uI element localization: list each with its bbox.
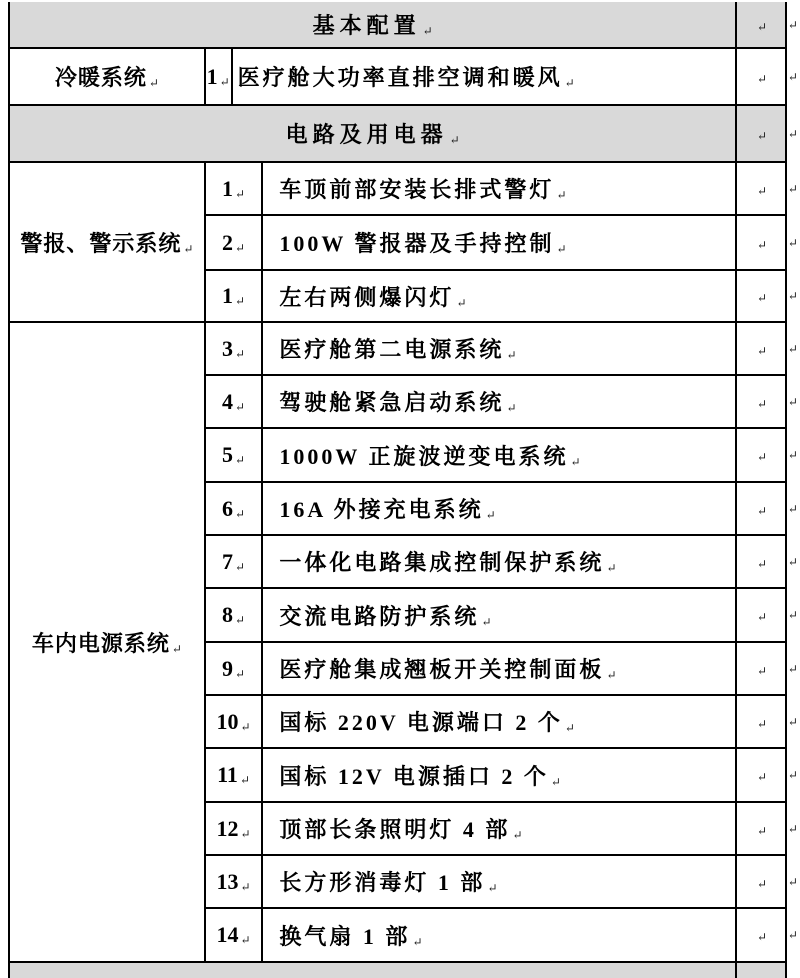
cell-end-mark-icon: ↵: [487, 881, 498, 895]
row-end-mark-icon: ↵: [787, 289, 798, 303]
cell-end-mark-icon: ↵: [757, 610, 768, 624]
item-desc: 一体化电路集成控制保护系统: [279, 550, 605, 575]
item-desc-cell: [262, 428, 736, 482]
cell-end-mark-icon: ↵: [606, 668, 617, 682]
cell-end-mark-icon: ↵: [449, 133, 460, 147]
cell-end-mark-icon: ↵: [235, 240, 246, 255]
cell-end-mark-icon: ↵: [235, 506, 246, 521]
item-number-cell: [205, 162, 263, 215]
section-header-basic: [9, 2, 736, 48]
item-number: 11: [217, 762, 238, 787]
end-marker-cell: [736, 428, 786, 482]
item-number: 3: [222, 335, 234, 361]
item-number-cell: [205, 908, 263, 962]
row-end-marker: [786, 588, 799, 642]
row-end-mark-icon: ↵: [787, 394, 798, 409]
item-number: 7: [222, 548, 234, 574]
item-desc-cell: [262, 588, 736, 642]
cell-end-mark-icon: ↵: [757, 237, 768, 252]
group-label: 车内电源系统: [31, 630, 170, 656]
cell-end-mark-icon: ↵: [556, 188, 567, 202]
table-row: [9, 322, 799, 375]
row-end-mark-icon: ↵: [787, 821, 798, 836]
item-desc: 100W 警报器及手持控制: [279, 231, 555, 256]
item-number-cell: [205, 695, 263, 748]
row-end-mark-icon: ↵: [787, 69, 798, 84]
item-desc-cell: [262, 695, 736, 748]
row-end-mark-icon: ↵: [787, 608, 798, 622]
cell-end-mark-icon: ↵: [757, 716, 768, 731]
item-desc-cell: [262, 855, 736, 908]
item-number-cell: [205, 588, 263, 642]
row-end-marker: [786, 105, 799, 162]
item-number-cell: [205, 748, 263, 802]
item-number: 4: [222, 388, 234, 414]
cell-end-mark-icon: ↵: [757, 663, 768, 678]
item-desc-cell: [262, 642, 736, 695]
item-number: 5: [222, 442, 234, 467]
item-desc-cell: [262, 322, 736, 375]
row-end-marker: [786, 695, 799, 748]
row-end-mark-icon: ↵: [787, 341, 798, 356]
cell-end-mark-icon: ↵: [485, 508, 496, 522]
cell-end-mark-icon: ↵: [757, 556, 768, 571]
row-end-marker: [786, 215, 799, 270]
end-marker-cell: [736, 162, 786, 215]
row-end-mark-icon: ↵: [787, 181, 798, 196]
item-number: 10: [216, 708, 239, 734]
cell-end-mark-icon: ↵: [550, 774, 561, 789]
item-number-cell: [205, 535, 263, 588]
cell-end-mark-icon: ↵: [239, 773, 250, 787]
row-end-marker: [786, 802, 799, 855]
end-marker-cell: [736, 48, 786, 105]
cell-end-mark-icon: ↵: [757, 291, 768, 305]
row-end-mark-icon: ↵: [787, 768, 798, 782]
item-number-cell: [205, 802, 263, 855]
cell-end-mark-icon: ↵: [456, 295, 467, 310]
cell-end-mark-icon: ↵: [556, 242, 567, 256]
end-marker-cell: [736, 908, 786, 962]
row-end-mark-icon: ↵: [787, 874, 798, 889]
cell-end-mark-icon: ↵: [757, 19, 768, 34]
item-desc-cell: [232, 48, 737, 105]
cell-end-mark-icon: ↵: [183, 241, 194, 256]
item-number-cell: [205, 322, 263, 375]
cell-end-mark-icon: ↵: [506, 348, 517, 362]
item-desc: 国标 12V 电源插口 2 个: [279, 763, 549, 789]
section-header-label: 电路及用电器: [285, 122, 448, 147]
end-marker-cell: [736, 855, 786, 908]
cell-end-mark-icon: ↵: [757, 930, 768, 944]
cell-end-mark-icon: ↵: [235, 294, 246, 308]
row-end-marker: [786, 855, 799, 908]
cell-end-mark-icon: ↵: [512, 828, 523, 842]
group-label: 冷暖系统: [54, 65, 147, 90]
cell-end-mark-icon: ↵: [148, 76, 159, 90]
item-desc: 医疗舱集成翘板开关控制面板: [279, 657, 605, 682]
cell-end-mark-icon: ↵: [235, 453, 246, 467]
item-number-cell: [205, 642, 263, 695]
cell-end-mark-icon: ↵: [564, 76, 575, 90]
item-desc: 医疗舱大功率直排空调和暖风: [237, 65, 563, 90]
item-desc: 交流电路防护系统: [279, 603, 480, 629]
row-end-marker: [786, 270, 799, 322]
cell-end-mark-icon: ↵: [757, 823, 768, 838]
item-number: 1: [222, 175, 234, 201]
cell-end-mark-icon: ↵: [235, 186, 246, 201]
row-end-mark-icon: ↵: [787, 928, 798, 942]
row-end-mark-icon: ↵: [787, 501, 798, 516]
row-end-marker: [786, 428, 799, 482]
item-number-cell: [205, 428, 263, 482]
row-end-mark-icon: ↵: [787, 448, 798, 462]
group-label-cell: [9, 162, 205, 322]
row-end-mark-icon: ↵: [787, 126, 798, 141]
item-desc: 顶部长条照明灯 4 部: [279, 817, 511, 842]
item-desc-cell: [262, 908, 736, 962]
item-number: 8: [222, 602, 234, 627]
item-desc: 长方形消毒灯 1 部: [279, 870, 486, 895]
cell-end-mark-icon: ↵: [240, 933, 251, 947]
end-marker-cell: [736, 588, 786, 642]
item-desc-cell: [262, 270, 736, 322]
item-desc-cell: [262, 535, 736, 588]
cell-end-mark-icon: ↵: [564, 721, 575, 735]
item-desc-cell: [262, 162, 736, 215]
cell-end-mark-icon: ↵: [235, 346, 246, 361]
end-marker-cell: [736, 802, 786, 855]
table-row: [9, 162, 799, 215]
cell-end-mark-icon: ↵: [412, 934, 423, 949]
cell-end-mark-icon: ↵: [757, 450, 768, 464]
row-end-mark-icon: ↵: [787, 661, 798, 676]
cell-end-mark-icon: ↵: [757, 128, 768, 143]
item-desc: 驾驶舱紧急启动系统: [279, 390, 505, 415]
end-marker-cell: [736, 270, 786, 322]
end-marker-cell: [736, 695, 786, 748]
cell-end-mark-icon: ↵: [757, 503, 768, 518]
row-end-marker: [786, 482, 799, 535]
item-desc-cell: [262, 215, 736, 270]
cell-end-mark-icon: ↵: [757, 770, 768, 784]
row-end-marker: [786, 748, 799, 802]
item-number-cell: [205, 375, 263, 428]
item-desc-cell: [262, 482, 736, 535]
row-end-marker: [786, 375, 799, 428]
cell-end-mark-icon: ↵: [422, 24, 433, 38]
item-desc: 16A 外接充电系统: [279, 497, 484, 522]
item-desc: 换气扇 1 部: [279, 923, 411, 949]
cell-end-mark-icon: ↵: [757, 71, 768, 86]
item-number: 14: [216, 922, 239, 947]
item-number-cell: [205, 855, 263, 908]
item-number: 2: [222, 229, 234, 255]
item-number-cell: [205, 482, 263, 535]
item-desc: 1000W 正旋波逆变电系统: [279, 443, 569, 469]
section-header-electric: [9, 105, 736, 162]
row-end-mark-icon: ↵: [787, 18, 798, 32]
cell-end-mark-icon: ↵: [240, 719, 251, 734]
cell-end-mark-icon: ↵: [481, 614, 492, 629]
config-table: [8, 2, 800, 978]
item-desc: 医疗舱第二电源系统: [279, 337, 505, 362]
cell-end-mark-icon: ↵: [219, 74, 230, 89]
item-number-cell: [205, 48, 232, 105]
item-desc: 国标 220V 电源端口 2 个: [279, 710, 563, 735]
group-label-cell: [9, 322, 205, 962]
row-end-mark-icon: ↵: [787, 554, 798, 569]
row-end-marker: [786, 322, 799, 375]
cell-end-mark-icon: ↵: [171, 641, 182, 656]
table-row: [9, 2, 799, 48]
cell-end-mark-icon: ↵: [240, 879, 251, 894]
item-desc: 左右两侧爆闪灯: [279, 284, 455, 310]
row-end-marker: [786, 2, 799, 48]
item-desc-cell: [262, 375, 736, 428]
end-marker-cell: [736, 105, 786, 162]
item-number-cell: [205, 215, 263, 270]
end-marker-cell: [736, 748, 786, 802]
cell-end-mark-icon: ↵: [757, 396, 768, 411]
row-end-marker: [786, 162, 799, 215]
end-marker-cell: [736, 215, 786, 270]
cell-end-mark-icon: ↵: [757, 183, 768, 198]
row-end-marker: [786, 642, 799, 695]
row-end-marker: [786, 535, 799, 588]
item-number: 12: [216, 815, 239, 841]
end-marker-cell: [736, 482, 786, 535]
cell-end-mark-icon: ↵: [606, 561, 617, 575]
item-number: 9: [222, 655, 234, 681]
group-label: 警报、警示系统: [20, 230, 182, 256]
cell-end-mark-icon: ↵: [757, 876, 768, 891]
cell-end-mark-icon: ↵: [235, 666, 246, 681]
cell-end-mark-icon: ↵: [235, 559, 246, 574]
end-marker-cell: [736, 322, 786, 375]
cell-end-mark-icon: ↵: [570, 454, 581, 469]
row-end-marker: [786, 48, 799, 105]
end-marker-cell: [736, 535, 786, 588]
item-desc: 车顶前部安装长排式警灯: [279, 177, 555, 202]
table-row: [9, 48, 799, 105]
item-number: 6: [222, 495, 234, 521]
item-number: 1: [222, 283, 234, 308]
item-desc-cell: [262, 748, 736, 802]
item-number: 1: [206, 63, 218, 89]
cell-end-mark-icon: ↵: [235, 399, 246, 414]
group-label-cell: [9, 48, 205, 105]
cell-end-mark-icon: ↵: [235, 613, 246, 627]
end-marker-cell: [736, 375, 786, 428]
cell-end-mark-icon: ↵: [757, 343, 768, 358]
row-end-mark-icon: ↵: [787, 714, 798, 729]
table-row: [9, 105, 799, 162]
cell-end-mark-icon: ↵: [506, 401, 517, 415]
item-number-cell: [205, 270, 263, 322]
row-end-mark-icon: ↵: [787, 235, 798, 250]
end-marker-cell: [736, 2, 786, 48]
item-desc-cell: [262, 802, 736, 855]
end-marker-cell: [736, 642, 786, 695]
item-number: 13: [216, 868, 239, 894]
row-end-marker: [786, 908, 799, 962]
section-header-label: 基本配置: [312, 13, 421, 38]
cell-end-mark-icon: ↵: [240, 826, 251, 841]
